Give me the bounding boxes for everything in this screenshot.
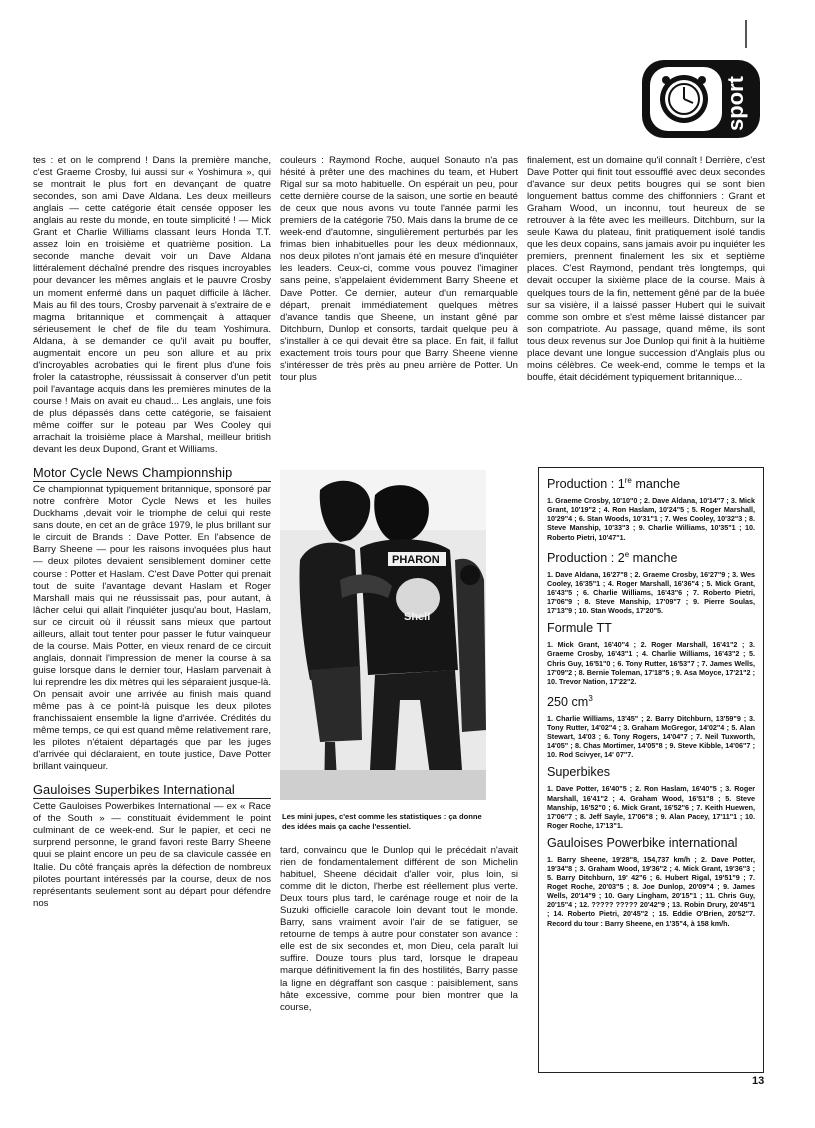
sport-logo-text: sport: [723, 76, 748, 131]
results-heading-production-1: Production : 1re manche: [547, 476, 681, 492]
article-paragraph: finalement, est un domaine qu'il connaît ! Derrière, c'est Dave Potter qui finit tout essoufflé avec deux secondes d'avance sur deux petits bougres qui se sont bien longuement battus comme des chiffonniers : Grant et Graham Wood, un inconnu, tout heureux de se retrouver à la fête avec les meilleurs. Ditchburn, sur la seule Kawa du plateau, finit pratiquement isolé tandis que les deux copains, sans jamais avoir pu inquiéter les premiers, prennent finalement les six et septième places. C'est Raymond, pendant très longtemps, qui devait occuper la sixième place de la course. Mais à quelques tours de la fin, nettement gêné par de la buée sur sa visière, il a laissé passer Hubert qui le suivait comme son ombre et s'est même laissé distancer par son compatriote. Au passage, quand même, ils sont tous deux revenus sur Joe Dunlop qui finit à la huitième place devant une longue succession d'Anglais plus ou moins célèbres. Ce week-end, comme le temps et la bouffe, était décidément typiquement britannique...: [527, 155, 765, 383]
results-heading-gauloises: Gauloises Powerbike international: [547, 835, 738, 850]
article-intro: tes : et on le comprend ! Dans la première manche, c'est Graeme Crosby, lui aussi sur « Yoshimura », qui se montrait le plus fort en devançant de quatre secondes, son ami Dave Aldana. Les deux meilleurs anglais — cette catégorie était censée opposer les anglais au reste du monde, en toute simplicité ! — Mick Grant et Charlie Williams classant leurs Honda T.T. assez loin en troisième et quatrième position. La seconde manche devait voir un Dave Aldana littéralement déchaîné prendre des risques incroyables pour devancer les mêmes anglais et le pauvre Crosby un moment enfermé dans un paquet difficile à lâcher. Mais au fil des tours, Crosby parvenait à s'extraire de e magma britannique et commençait à attaquer sérieusement le chef de file du team Yoshimura. Aldana, à se demander ce qu'il avait pu bouffer, augmentait encore un peu son allure et au prix d'incroyables acrobaties qui le firent plus d'une fois froler la catastrophe, réussissait à conserver d'un petit poil l'avantage acquis dans les premières minutes de la course ! Mais on avait eu chaud... Les anglais, une fois de plus dépassés dans cette catégorie, se faisaient même coiffer sur le poteau par Wes Cooley qui arrachait la troisième place à Marshal, meilleur british devant les deux Dupond, Grant et Williams.: [33, 155, 271, 456]
corner-mark: [745, 20, 747, 48]
results-list-superbikes: 1. Dave Potter, 16'40"5 ; 2. Ron Haslam, 16'40"5 ; 3. Roger Marshall, 16'41"2 ; 4. Graham Wood, 16'51"8 ; 5. Steve Manship, 16'52"0 ; 6. Mick Grant, 16'52"6 ; 7. Keith Huewen, 17'06"7 ; 8. Jeff Sayle, 17'06"8 ; 9. Alan Pacey, 17'11"1 ; 10. Roger Roche, 17'13"1.: [547, 784, 755, 830]
page-number: 13: [752, 1075, 765, 1087]
photo-caption: Les mini jupes, c'est comme les statistiques : ça donne des idées mais ça cache l'essentiel.: [282, 812, 482, 831]
article-paragraph: couleurs : Raymond Roche, auquel Sonauto n'a pas hésité à prêter une des machines du team, et Hubert Rigal sur sa moto habituelle. On espérait un peu, pour cette dernière course de la saison, une sortie en beauté de ceux que nous avons vu toute l'année parmi les premiers de la catégorie 750. Mais dans la brume de ce week-end d'automne, singulièrement perturbés par les frimas bien inhabituelles pour les deux médionnaux, nos deux pilotes n'ont jamais été en mesure d'inquiéter les leaders. Ceux-ci, comme vous pouvez l'imaginer sans peine, s'appelaient évidemment Barry Sheene et Dave Potter. Ce dernier, auteur d'un remarquable départ, prenait immédiatement quelques mètres d'avance tandis que Sheene, un instant gêné par Ditchburn, Dunlop et consorts, tardait quelque peu à s'installer à ce qui devait être sa place. En fait, il fallut exactement trois tours pour que Barry Sheene vienne s'intéresser de très près au pneu arrière de Potter. Un tour plus: [280, 155, 518, 383]
svg-text:PHARON: PHARON: [392, 554, 440, 566]
results-heading-production-2: Production : 2e manche: [547, 549, 678, 565]
results-list-250: 1. Charlie Williams, 13'45" ; 2. Barry Ditchburn, 13'59"9 ; 3. Tony Rutter, 14'02"4 ; 3. Graham McGregor, 14'02"4 ; 5. Alan Stewart, 14'03 ; 6. Tony Rogers, 14'04"7 ; 7. Neil Tuxworth, 14'05" ; 8. Chas Mortimer, 14'05"8 ; 9. Steve Kibble, 14'06"7 ; 10. Rod Scivyer, 14' 07"7.: [547, 713, 755, 760]
article-section-motor-cycle-news: Ce championnat typiquement britannique, sponsoré par notre confrère Motor Cycle News et les huiles Duckhams ,devait voir le triomphe de celui qui reste sans doute, en cet an de grâce 1979, le plus brillant sur le circuit de Brands : Dave Potter. En l'absence de Barry Sheene — pour les raisons invoquées plus haut — deux pilotes devaient sensiblement dominer cette course : Potter et Haslam. C'est Dave Potter qui prenait tout de suite l'avantage devant Haslam et Roger Marshall mais qui ne réussissait pas, pour autant, à lâcher celui qui allait l'inquiéter jusqu'au bout, Haslam, sur ce circuit où il réussit sans mieux que partout ailleurs, allait tout tenter pour passer le futur vainqueur de la course. Mais Potter, en vieux renard de ce circuit anglais, donnait l'impression de mener la course à sa guise lorsque dans le dernier tour, Haslam parvenait à lui reprendre les dix mètres qui les séparaient jusque-là. On pensait avoir une arrivée au finish mais quand même pas à ce point-là puisque les deux pilotes franchissaient ensemble la ligne d'arrivée. Crédités du même temps, ce qui est quand même relativement rare, les pilotes n'étaient départagés que par les juges d'arrivée qui déclaraient, en toute justice, Dave Potter brillant vainqueur.: [33, 484, 271, 773]
results-list-gauloises: 1. Barry Sheene, 19'28"8, 154,737 km/h ; 2. Dave Potter, 19'34"8 ; 3. Graham Wood, 19'36"2 ; 4. Mick Grant, 19'36"3 ; 5. Barry Ditchburn, 19' 42"6 ; 6. Hubert Rigal, 19'51"9 ; 7. Roget Roche, 20'03"5 ; 8. Joe Dunlop, 20'09"4 ; 9. James Wells, 20'14"9 ; 10. Gary Lingham, 20'15"1 ; 11. Chris Guy, 20'15"4 ; 12. ????? ????? 20'42"9 ; 13. Robin Drury, 20'45"1 ; 14. Roberto Pietri, 20'45"2 ; 15. Eddie O'Brien, 20'52"7. Record du tour : Barry Sheene, en 1'35"4, à 158 km/h.: [547, 854, 755, 928]
sport-logo: [640, 58, 762, 140]
svg-text:Shell: Shell: [404, 611, 431, 623]
article-paragraph: tard, convaincu que le Dunlop qui le précédait n'avait rien de fondamentalement différent de son Michelin habituel, Sheene décidait d'aller voir, plus loin, si comme dit le dicton, l'herbe est réellement plus verte. Deux tours plus tard, le carénage rouge et noir de la Suzuki officielle caracole loin devant tout le monde. Barry, sans vraiment avoir l'air de se fatiguer, se retourne de temps à autre pour constater son avance : elle est de six secondes et, mon Dieu, cela paraît lui suffire. Douze tours plus tard, lorsque le drapeau marque définitivement la fin des hostilités, Barry passe la ligne en dégraffant son casque : paisiblement, sans hâte excessive, comme pour bien montrer que la course,: [280, 845, 518, 1013]
results-heading-250: 250 $cm^3$: [547, 693, 593, 709]
race-photo: [280, 470, 486, 800]
section-heading-motor-cycle-news: Motor Cycle News Championnship: [33, 466, 271, 482]
article-column-2-bottom: [280, 845, 518, 1014]
results-heading-superbikes: Superbikes: [547, 765, 611, 780]
results-heading-formule-tt: Formule TT: [547, 621, 612, 636]
results-box: [538, 467, 764, 1073]
results-list-production-2: 1. Dave Aldana, 16'27"8 ; 2. Graeme Crosby, 16'27"9 ; 3. Wes Cooley, 16'35"1 ; 4. Roger Marshall, 16'36"4 ; 5. Mick Grant, 16'43"5 ; 6. Charlie Williams, 16'43"6 ; 7. Roberto Pietri, 17'06"9 ; 8. Steve Manship, 17'09"7 ; 9. Pierre Soulas, 17'13"9 ; 10. Stan Woods, 17'20"5.: [547, 569, 755, 616]
results-list-formule-tt: 1. Mick Grant, 16'40"4 ; 2. Roger Marshall, 16'41"2 ; 3. Graeme Crosby, 16'43"1 ; 4. Charlie Williams, 16'43"2 ; 5. Chris Guy, 16'51"0 ; 6. Tony Rutter, 16'53"7 ; 7. James Wells, 17'09"2 ; 8. Bernie Toleman, 17'18"5 ; 9. Asa Moyce, 17'21"2 ; 10. Trevor Nation, 17'22"2.: [547, 640, 755, 686]
article-column-2-top: [280, 155, 518, 384]
article-column-1: [33, 155, 271, 910]
section-heading-gauloises: Gauloises Superbikes International: [33, 783, 271, 799]
results-list-production-1: 1. Graeme Crosby, 10'10"0 ; 2. Dave Aldana, 10'14"7 ; 3. Mick Grant, 10'19"2 ; 4. Ron Haslam, 10'24"5 ; 5. Roger Marshall, 10'29"4 ; 6. Stan Woods, 10'31"1 ; 7. Wes Cooley, 10'32"3 ; 8. Steve Manship, 10'33"3 ; 9. Charlie Williams, 10'35"1 ; 10. Roberto Pietri, 10'47"1.: [547, 496, 755, 542]
article-section-gauloises: Cette Gauloises Powerbikes International — ex « Race of the South » — constituait évidemment le point culminant de ce week-end. Sur le papier, et ceci ne surprend personne, le grand favori reste Barry Sheene quui se plaint encore un peu de sa clavicule cassée en Italie. Du côté français après la défection de nombreux pilotes pourtant intéressés par la course, deux de nos représentants seulement sont au départ pour défendre nos: [33, 801, 271, 909]
article-column-3: [527, 155, 765, 384]
